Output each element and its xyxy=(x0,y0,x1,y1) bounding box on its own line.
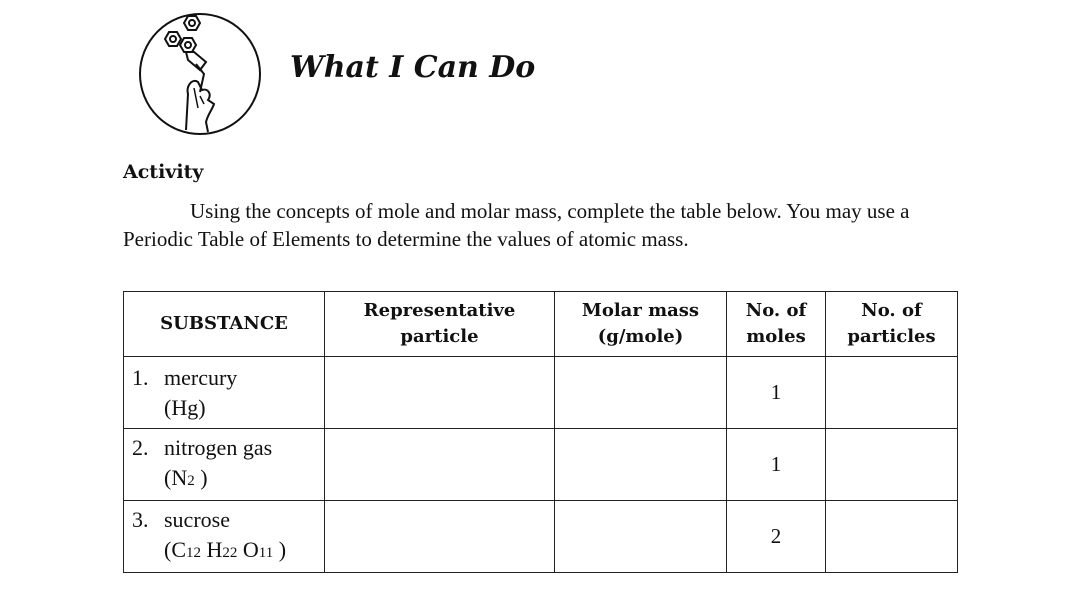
substance-name: mercury xyxy=(164,364,238,390)
activity-heading: Activity xyxy=(123,161,204,183)
substance-name: nitrogen gas xyxy=(164,435,273,460)
column-header-substance: SUBSTANCE xyxy=(124,292,325,357)
column-header-representative-particle: Representative particle xyxy=(325,292,555,357)
activity-table xyxy=(123,291,958,573)
moles-cell: 2 xyxy=(727,501,826,573)
table-row xyxy=(124,429,958,501)
substance-formula: (N2 ) xyxy=(164,465,208,490)
table-header-row xyxy=(124,292,958,357)
activity-instructions: Using the concepts of mole and molar mass, complete the table below. You may use a Periodic Table of Elements to determine the values of atomic mass. xyxy=(123,199,910,251)
molar-mass-cell[interactable] xyxy=(555,357,727,429)
substance-cell: 1. mercury (Hg) xyxy=(124,357,325,429)
moles-cell: 1 xyxy=(727,429,826,501)
substance-formula: (C12 H22 O11 ) xyxy=(164,537,287,562)
substance-formula: (Hg) xyxy=(164,394,206,420)
column-header-moles: No. of moles xyxy=(727,292,826,357)
moles-cell: 1 xyxy=(727,357,826,429)
column-header-molar-mass: Molar mass (g/mole) xyxy=(555,292,727,357)
hand-holding-wrench-with-nuts-icon xyxy=(136,12,266,138)
representative-particle-cell[interactable] xyxy=(325,357,555,429)
molar-mass-cell[interactable] xyxy=(555,501,727,573)
substance-cell: 3. sucrose (C12 H22 O11 ) xyxy=(124,501,325,573)
representative-particle-cell[interactable] xyxy=(325,429,555,501)
particles-cell[interactable] xyxy=(826,429,958,501)
particles-cell[interactable] xyxy=(826,357,958,429)
molar-mass-cell[interactable] xyxy=(555,429,727,501)
representative-particle-cell[interactable] xyxy=(325,501,555,573)
particles-cell[interactable] xyxy=(826,501,958,573)
column-header-particles: No. of particles xyxy=(826,292,958,357)
substance-name: sucrose xyxy=(164,507,230,532)
table-row xyxy=(124,357,958,429)
substance-cell: 2. nitrogen gas (N2 ) xyxy=(124,429,325,501)
page-title: What I Can Do xyxy=(290,50,536,85)
table-row xyxy=(124,501,958,573)
